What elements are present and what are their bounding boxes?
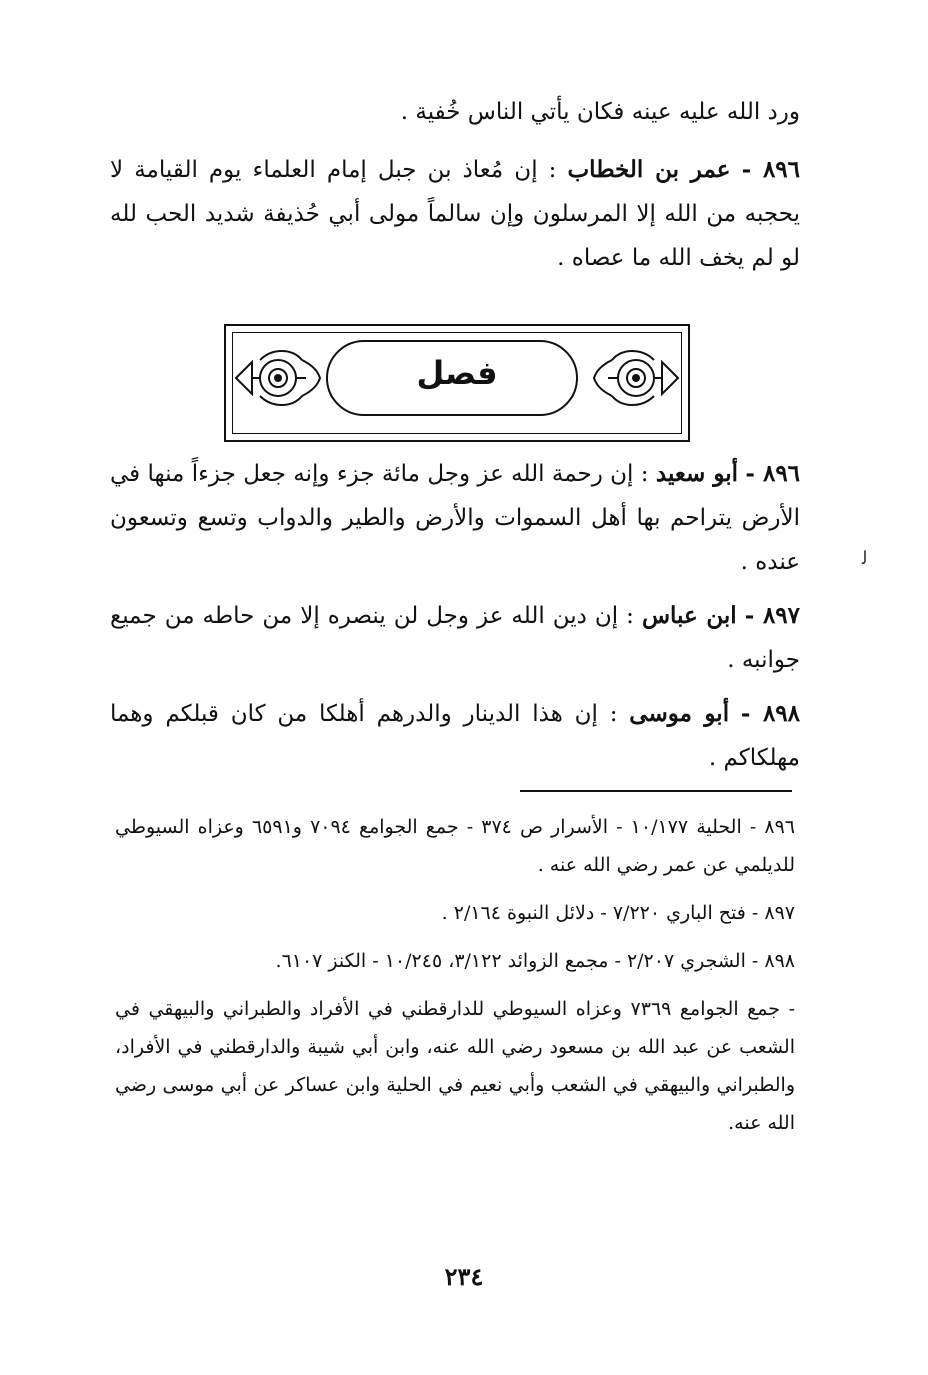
margin-mark: ﻟ	[862, 548, 868, 569]
page-number: ٢٣٤	[444, 1262, 484, 1291]
entry-896-abu-saeed	[110, 452, 800, 584]
footnote-898-continued: - جمع الجوامع ٧٣٦٩ وعزاه السيوطي للدارقطني في الأفراد والطبراني والبيهقي في الشعب عن عبد الله بن مسعود رضي الله عنه، وابن أبي شيبة والدارقطني في الأفراد، والطبراني والبيهقي في الشعب وأبي نعيم في الحلية وابن عساكر عن أبي موسى رضي الله عنه.	[115, 998, 795, 1134]
narrator-name: ابن عباس	[641, 602, 737, 629]
footnote-897: ٨٩٧ - فتح الباري ٧/٢٢٠ - دلائل النبوة ٢/١٦٤ .	[441, 902, 795, 924]
entry-number: ٨٩٧ -	[744, 602, 800, 629]
entry-896-omar	[110, 148, 800, 280]
intro-line: ورد الله عليه عينه فكان يأتي الناس خُفية .	[400, 99, 800, 125]
footnote-separator	[520, 790, 792, 792]
footnote-898: ٨٩٨ - الشجري ٢/٢٠٧ - مجمع الزوائد ٣/١٢٢، ١٠/٢٤٥ - الكنز ٦١٠٧.	[275, 950, 795, 972]
entry-897-ibn-abbas	[110, 594, 800, 682]
entry-text: : إن رحمة الله عز وجل مائة جزء وإنه جعل جزءاً منها في الأرض يتراحم بها أهل السموات والأرض والطير والدواب وتسع وتسعون عنده .	[110, 461, 800, 575]
entry-text: : إن دين الله عز وجل لن ينصره إلا من حاطه من جميع جوانبه .	[110, 603, 800, 673]
section-heading-frame	[224, 324, 690, 442]
main-text	[110, 90, 800, 280]
main-text-after-heading	[110, 452, 800, 780]
narrator-name: عمر بن الخطاب	[567, 156, 731, 183]
footnotes	[115, 808, 795, 1142]
entry-number: ٨٩٦ -	[741, 156, 800, 183]
entry-number: ٨٩٨ -	[740, 700, 801, 727]
narrator-name: أبو موسى	[629, 700, 730, 727]
entry-text: : إن هذا الدينار والدرهم أهلكا من كان قبلكم وهما مهلكاكم .	[110, 701, 800, 771]
section-title: فصل	[416, 354, 498, 392]
footnote-896: ٨٩٦ - الحلية ١٠/١٧٧ - الأسرار ص ٣٧٤ - جمع الجوامع ٧٠٩٤ و٦٥٩١ وعزاه السيوطي للديلمي عن عمر رضي الله عنه .	[115, 816, 795, 876]
entry-number: ٨٩٦ -	[745, 460, 801, 487]
narrator-name: أبو سعيد	[655, 460, 739, 487]
entry-898-abu-musa	[110, 692, 800, 780]
entry-text: : إن مُعاذ بن جبل إمام العلماء يوم القيامة لا يحجبه من الله إلا المرسلون وإن سالماً مولى أبي حُذيفة شديد الحب لله لو لم يخف الله ما عصاه .	[110, 157, 800, 271]
